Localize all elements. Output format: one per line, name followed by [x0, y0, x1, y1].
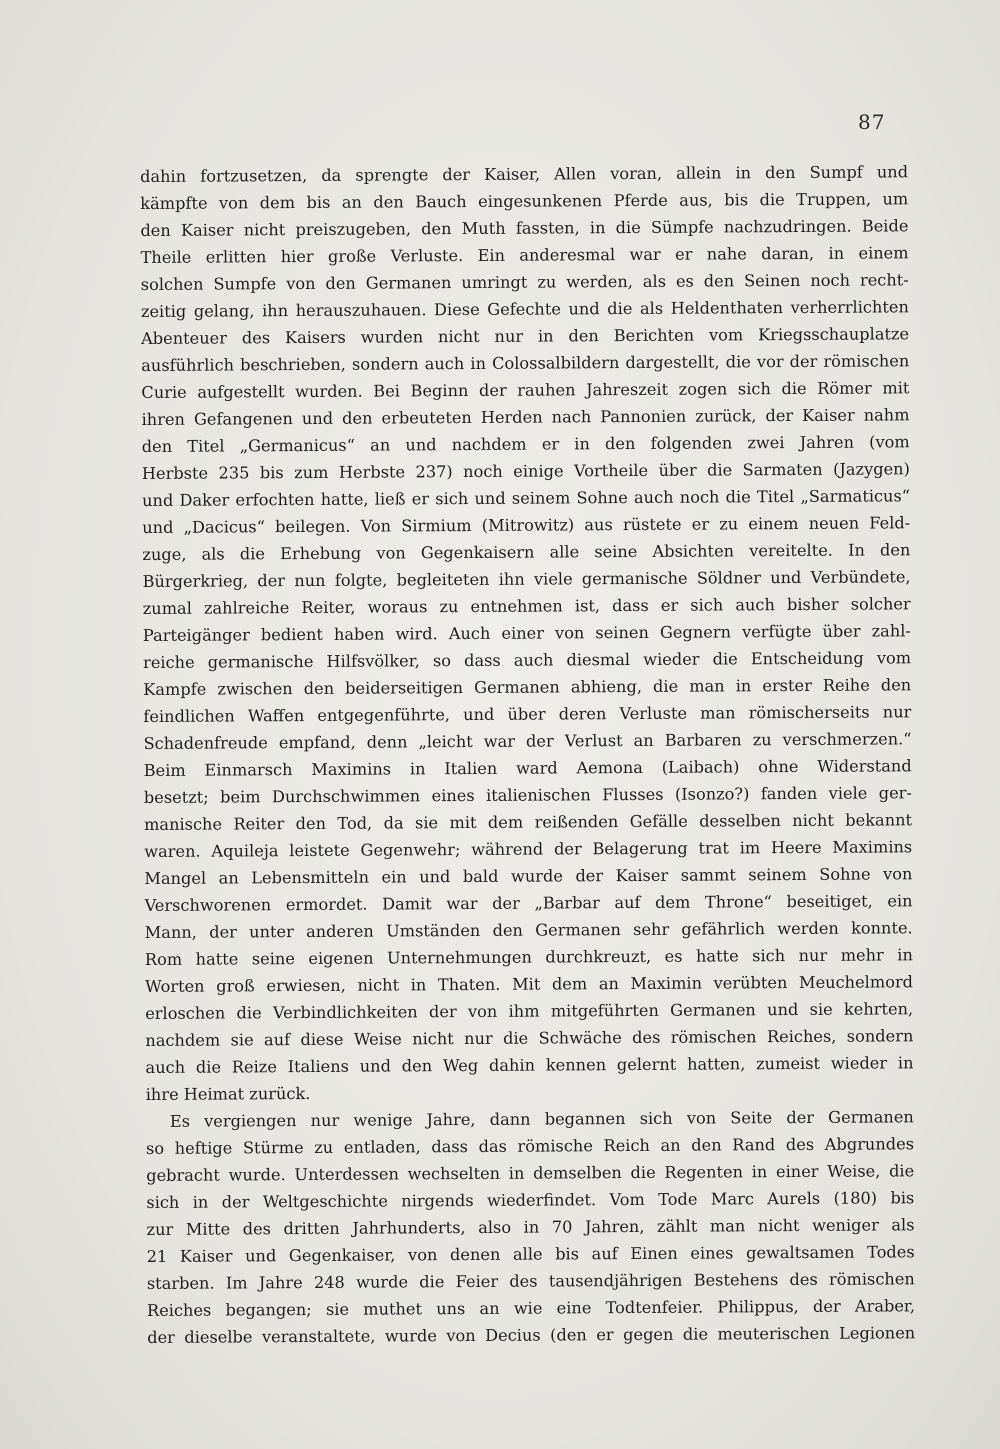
text-line: den Titel „Germanicus“ an und nachdem er in den folgenden zwei Jahren (vom	[141, 432, 910, 456]
text-line: Beim Einmarsch Maximins in Italien ward Aemona (Laibach) ohne Widerstand	[143, 756, 912, 780]
text-line: auch die Reize Italiens und den Weg dahin kennen gelernt hatten, zumeist wieder in	[145, 1053, 914, 1077]
text-line: starben. Im Jahre 248 wurde die Feier des tausendjährigen Bestehens des römischen	[146, 1269, 915, 1293]
text-line: nachdem sie auf diese Weise nicht nur die Schwäche des römischen Reiches, sondern	[145, 1026, 914, 1050]
text-line: Curie aufgestellt wurden. Bei Beginn der rauhen Jahreszeit zogen sich die Römer mit	[141, 378, 910, 402]
text-line: zumal zahlreiche Reiter, woraus zu entnehmen ist, dass er sich auch bisher solcher	[142, 594, 911, 618]
text-line: gebracht wurde. Unterdessen wechselten in demselben die Regenten in einer Weise, die	[146, 1161, 915, 1185]
text-line: Herbste 235 bis zum Herbste 237) noch einige Vortheile über die Sarmaten (Jazygen)	[141, 459, 910, 483]
text-line: sich in der Weltgeschichte nirgends wiederfindet. Vom Tode Marc Aurels (180) bis	[146, 1188, 915, 1212]
text-line: Kampfe zwischen den beiderseitigen Germanen abhieng, die man in erster Reihe den	[143, 675, 912, 699]
text-line: der dieselbe veranstaltete, wurde von Decius (den er gegen die meuterischen Legionen	[147, 1323, 916, 1347]
text-line: dahin fortzusetzen, da sprengte der Kaiser, Allen voran, allein in den Sumpf und	[140, 162, 909, 186]
text-line: und Daker erfochten hatte, ließ er sich und seinem Sohne auch noch die Titel „Sarmaticus“	[142, 486, 911, 510]
text-line: zur Mitte des dritten Jahrhunderts, also in 70 Jahren, zählt man nicht weniger als	[146, 1215, 915, 1239]
text-line: Schadenfreude empfand, denn „leicht war der Verlust an Barbaren zu verschmerzen.“	[143, 729, 912, 753]
text-line: zuge, als die Erhebung von Gegenkaisern alle seine Absichten vereitelte. In den	[142, 540, 911, 564]
text-line: besetzt; beim Durchschwimmen eines italienischen Flusses (Isonzo?) fanden viele ger-	[143, 783, 912, 807]
text-line: Verschworenen ermordet. Damit war der „Barbar auf dem Throne“ beseitiget, ein	[144, 891, 913, 915]
text-line: und „Dacicus“ beilegen. Von Sirmium (Mitrowitz) aus rüstete er zu einem neuen Feld-	[142, 513, 911, 537]
text-line: erloschen die Verbindlichkeiten der von ihm mitgeführten Germanen und sie kehrten,	[145, 999, 914, 1023]
text-line: Mangel an Lebensmitteln ein und bald wurde der Kaiser sammt seinem Sohne von	[144, 864, 913, 888]
text-line: Worten groß erwiesen, nicht in Thaten. Mit dem an Maximin verübten Meuchelmord	[144, 972, 914, 996]
text-line: ihren Gefangenen und den erbeuteten Herden nach Pannonien zurück, der Kaiser nahm	[141, 405, 910, 429]
text-line: so heftige Stürme zu entladen, dass das römische Reich an den Rand des Abgrundes	[145, 1134, 915, 1158]
text-line: waren. Aquileja leistete Gegenwehr; während der Belagerung trat im Heere Maximins	[144, 837, 913, 861]
text-line: Theile erlitten hier große Verluste. Ein anderesmal war er nahe daran, in einem	[140, 243, 909, 267]
text-line: Reiches begangen; sie muthet uns an wie eine Todtenfeier. Philippus, der Araber,	[146, 1296, 916, 1320]
text-line: solchen Sumpfe von den Germanen umringt zu werden, als es den Seinen noch recht-	[140, 270, 909, 294]
text-line: Mann, der unter anderen Umständen den Germanen sehr gefährlich werden konnte.	[144, 918, 913, 942]
text-line: Abenteuer des Kaisers wurden nicht nur in den Berichten vom Kriegsschauplatze	[141, 324, 910, 348]
text-line: manische Reiter den Tod, da sie mit dem reißenden Gefälle desselben nicht bekannt	[143, 810, 913, 834]
text-line: reiche germanische Hilfsvölker, so dass auch diesmal wieder die Entscheidung vom	[142, 648, 912, 672]
text-line: kämpfte von dem bis an den Bauch eingesunkenen Pferde aus, bis die Truppen, um	[140, 189, 909, 213]
text-line: den Kaiser nicht preiszugeben, den Muth fassten, in die Sümpfe nachzudringen. Beide	[140, 216, 909, 240]
text-line: zeitig gelang, ihn herauszuhauen. Diese Gefechte und die als Heldenthaten verherrlichten	[140, 297, 909, 321]
text-line: 21 Kaiser und Gegenkaiser, von denen alle bis auf Einen eines gewaltsamen Todes	[146, 1242, 915, 1266]
text-line: Rom hatte seine eigenen Unternehmungen durchkreuzt, es hatte sich nur mehr in	[144, 945, 913, 969]
text-line: Es vergiengen nur wenige Jahre, dann begannen sich von Seite der Germanen	[169, 1107, 914, 1131]
text-line: ausführlich beschrieben, sondern auch in Colossalbildern dargestellt, die vor der römischen	[141, 351, 910, 375]
text-line: Parteigänger bedient haben wird. Auch einer von seinen Gegnern verfügte über zahl-	[142, 621, 911, 645]
text-line: feindlichen Waffen entgegenführte, und über deren Verluste man römischerseits nur	[143, 702, 912, 726]
text-line: Bürgerkrieg, der nun folgte, begleiteten ihn viele germanische Söldner und Verbündete,	[142, 567, 911, 591]
text-line: ihre Heimat zurück.	[145, 1083, 311, 1104]
page-number: 87	[858, 110, 886, 134]
body-text	[140, 158, 915, 1351]
